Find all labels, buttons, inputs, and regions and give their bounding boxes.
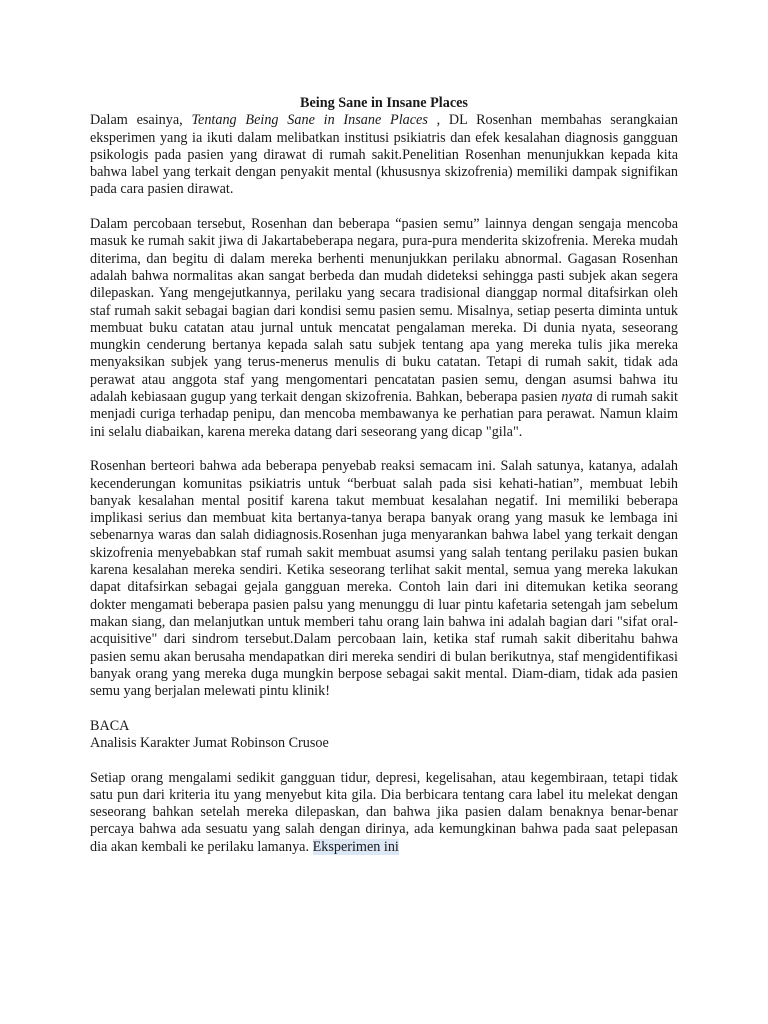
p2-text-a: Dalam percobaan tersebut, Rosenhan dan beberapa “pasien semu” lainnya dengan sengaja mencoba masuk ke rumah sakit jiwa di Jakartabeberapa negara, pura-pura menderita skizofrenia. Mereka mudah diterima, dan begitu di dalam mereka berhenti menunjukkan perilaku abnormal. Gagasan Rosenhan adalah bahwa normalitas akan sangat berbeda dan mudah dideteksi sehingga pasti subjek akan segera dilepaskan. Yang mengejutkannya, perilaku yang secara tradisional dianggap normal ditafsirkan oleh staf rumah sakit sebagai bagian dari kondisi semu pasien semu. Misalnya, setiap peserta diminta untuk membuat buku catatan atau jurnal untuk mencatat pengalaman mereka. Di dunia nyata, seseorang mungkin cenderung bertanya kepada salah satu subjek tentang apa yang mereka tulis jika mereka menyaksikan subjek yang terus-menerus menulis di buku catatan. Tetapi di rumah sakit, tidak ada perawat atau anggota staf yang mengomentari pencatatan pasien semu, dengan asumsi bahwa itu adalah kebiasaan gugup yang terkait dengan skizofrenia. Bahkan, beberapa pasien	[90, 216, 678, 406]
baca-link[interactable]: Analisis Karakter Jumat Robinson Crusoe	[90, 734, 329, 751]
paragraph-4	[90, 770, 678, 856]
paragraph-1	[90, 112, 678, 198]
p1-text-b: , DL Rosenhan membahas serangkaian eksperimen yang ia ikuti dalam melibatkan institusi psikiatris dan efek kesalahan diagnosis gangguan psikologis pada pasien yang dirawat di rumah sakit.Penelitian Rosenhan menunjukkan kepada kita bahwa label yang terkait dengan penyakit mental (khususnya skizofrenia) memiliki dampak signifikan pada cara pasien dirawat.	[90, 112, 678, 198]
p1-text-a: Dalam esainya,	[90, 112, 192, 129]
document-page	[90, 95, 678, 873]
paragraph-2	[90, 216, 678, 441]
baca-label: BACA	[90, 717, 130, 734]
document-title: Being Sane in Insane Places	[300, 95, 468, 111]
p2-text-b: di rumah sakit menjadi curiga terhadap penipu, dan mencoba membawanya ke perhatian para perawat. Namun klaim ini selalu diabaikan, karena mereka datang dari seseorang yang dicap "gila".	[90, 389, 678, 440]
highlighted-text[interactable]: Eksperimen ini	[312, 838, 399, 855]
p2-italic-word: nyata	[561, 389, 593, 406]
p4-text: Setiap orang mengalami sedikit gangguan tidur, depresi, kegelisahan, atau kegembiraan, tetapi tidak satu pun dari kriteria itu yang menyebut kita gila. Dia berbicara tentang cara label itu melekat dengan seseorang bahkan setelah mereka dilepaskan, dan bahwa jika pasien dalam benaknya benar-benar percaya bahwa ada sesuatu yang salah dengan dirinya, ada kemungkinan bahwa pada saat pelepasan dia akan kembali ke perilaku lamanya.	[90, 769, 678, 855]
paragraph-3: Rosenhan berteori bahwa ada beberapa penyebab reaksi semacam ini. Salah satunya, katanya, adalah kecenderungan komunitas psikiatris untuk “berbuat salah pada sisi kehati-hatian”, membuat lebih banyak kesalahan mental positif karena takut membuat kesalahan negatif. Ini memiliki beberapa implikasi serius dan membuat kita bertanya-tanya berapa banyak orang yang masuk ke lembaga ini sebenarnya waras dan salah didiagnosis.Rosenhan juga menyarankan bahwa label yang terkait dengan skizofrenia menyebabkan staf rumah sakit membuat asumsi yang salah tentang perilaku pasien bukan karena kesalahan mereka sendiri. Ketika seseorang terlihat sakit mental, semua yang mereka lakukan dapat ditafsirkan sebagai gejala gangguan mereka. Contoh lain dari ini ditemukan ketika seorang dokter mengamati beberapa pasien palsu yang menunggu di luar pintu kafetaria setengah jam sebelum makan siang, dan melanjutkan untuk memberi tahu orang lain bahwa ini adalah bagian dari "sifat oral-acquisitive" dari sindrom tersebut.Dalam percobaan lain, ketika staf rumah sakit diberitahu bahwa pasien semu akan berusaha mendapatkan diri mereka sendiri di bulan berikutnya, staf mengidentifikasi banyak orang yang mereka duga mungkin berpose sebagai sakit mental. Diam-diam, tidak ada pasien semu yang berjalan melewati pintu klinik!	[90, 458, 678, 700]
p1-essay-title: Tentang Being Sane in Insane Places	[191, 112, 428, 129]
